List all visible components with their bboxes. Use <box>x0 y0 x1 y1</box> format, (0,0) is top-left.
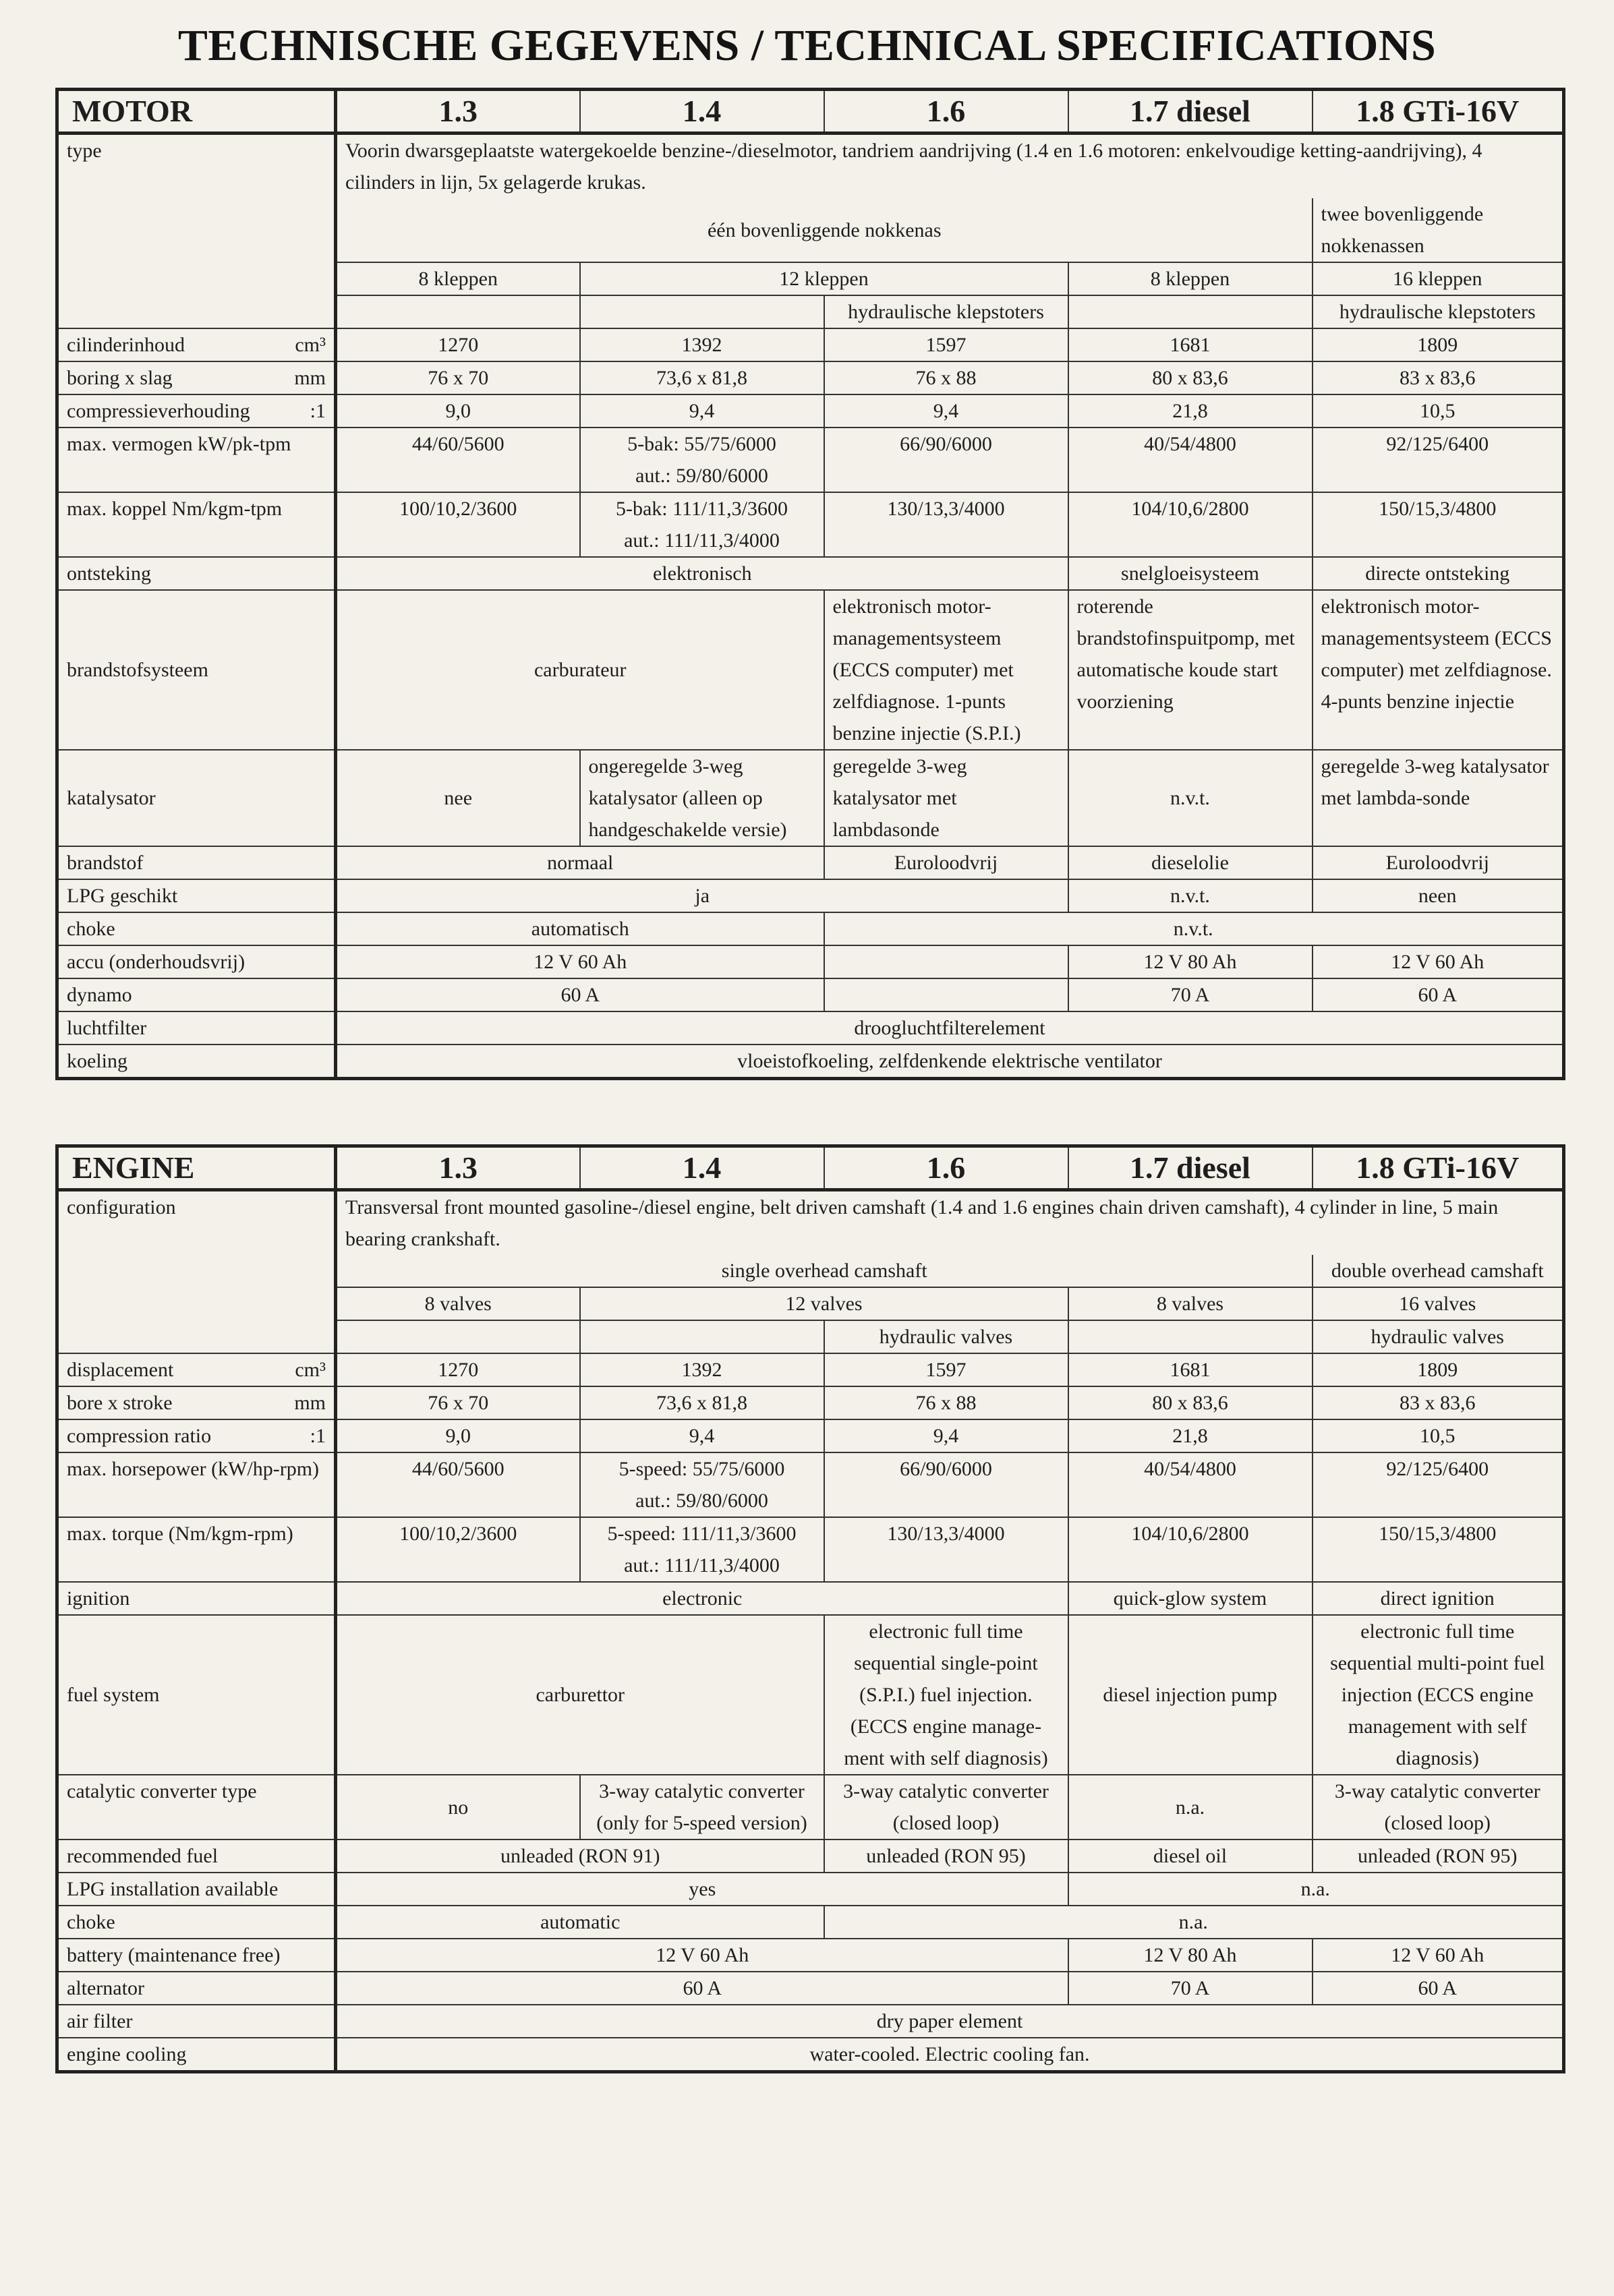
value-cell: neen <box>1313 879 1564 912</box>
table-row <box>57 1615 1564 1775</box>
value-cell: ja <box>336 879 1068 912</box>
value-cell: 1809 <box>1313 1353 1564 1386</box>
value-cell: elektronisch motor-managementsysteem (ECCS computer) met zelfdiagnose. 4-punts benzine injectie <box>1313 590 1564 750</box>
value-cell: n.a. <box>1068 1873 1564 1906</box>
value-cell: 60 A <box>336 1972 1068 2005</box>
value-line: aut.: 111/11,3/4000 <box>624 1554 780 1577</box>
value-cell: 1597 <box>824 328 1068 361</box>
value-cell: 12 V 60 Ah <box>336 1939 1068 1972</box>
value-cell: vloeistofkoeling, zelfdenkende elektrische ventilator <box>336 1044 1564 1079</box>
row-label: compression ratio <box>67 1425 212 1447</box>
row-label: LPG installation available <box>57 1873 336 1906</box>
value-line: 5-speed: 111/11,3/3600 <box>607 1523 797 1545</box>
value-cell: 60 A <box>336 978 824 1011</box>
value-cell: 76 x 70 <box>336 1386 580 1419</box>
table-row <box>57 1419 1564 1452</box>
camshaft-cell: één bovenliggende nokkenas <box>336 198 1313 262</box>
hydraulic-cell: hydraulische klepstoters <box>824 295 1068 328</box>
value-cell: 3-way catalytic converter (only for 5-speed version) <box>580 1775 824 1839</box>
unit-label: cm³ <box>295 334 326 356</box>
row-label: ignition <box>57 1582 336 1615</box>
row-label: max. vermogen kW/pk-tpm <box>57 428 336 492</box>
value-cell: 60 A <box>1313 978 1564 1011</box>
value-cell: 40/54/4800 <box>1068 1452 1313 1517</box>
value-cell: water-cooled. Electric cooling fan. <box>336 2038 1564 2072</box>
value-cell: 1270 <box>336 1353 580 1386</box>
value-cell: geregelde 3-weg katalysator met lambdasonde <box>824 750 1068 846</box>
row-label: fuel system <box>57 1615 336 1775</box>
value-cell: Euroloodvrij <box>1313 846 1564 879</box>
table-row <box>57 846 1564 879</box>
row-label: catalytic converter type <box>57 1775 336 1839</box>
value-cell: 73,6 x 81,8 <box>580 1386 824 1419</box>
row-label: type <box>57 134 336 329</box>
row-label: max. koppel Nm/kgm-tpm <box>57 492 336 557</box>
table-row <box>57 1972 1564 2005</box>
row-label: ontsteking <box>57 557 336 590</box>
row-label: choke <box>57 912 336 945</box>
value-cell: unleaded (RON 95) <box>1313 1839 1564 1873</box>
table-row <box>57 1011 1564 1044</box>
value-cell: n.v.t. <box>824 912 1564 945</box>
value-cell: geregelde 3-weg katalysator met lambda-sonde <box>1313 750 1564 846</box>
camshaft-cell: single overhead camshaft <box>336 1255 1313 1287</box>
valves-cell: 12 kleppen <box>580 262 1068 295</box>
value-cell: normaal <box>336 846 824 879</box>
value-cell: 9,0 <box>336 1419 580 1452</box>
value-line: 5-bak: 55/75/6000 <box>627 433 776 455</box>
value-cell: 100/10,2/3600 <box>336 1517 580 1582</box>
row-label: max. horsepower (kW/hp-rpm) <box>57 1452 336 1517</box>
column-header: 1.6 <box>824 1146 1068 1190</box>
valves-cell: 16 valves <box>1313 1287 1564 1320</box>
table-row <box>57 978 1564 1011</box>
value-cell: unleaded (RON 95) <box>824 1839 1068 1873</box>
row-label: recommended fuel <box>57 1839 336 1873</box>
table-row <box>57 492 1564 557</box>
column-header: 1.3 <box>336 1146 580 1190</box>
motor-spec-table <box>55 88 1565 1080</box>
value-cell: 104/10,6/2800 <box>1068 1517 1313 1582</box>
value-cell: 83 x 83,6 <box>1313 361 1564 394</box>
value-cell: 80 x 83,6 <box>1068 361 1313 394</box>
table-row <box>57 1353 1564 1386</box>
value-cell: 1809 <box>1313 328 1564 361</box>
engine-spec-table <box>55 1144 1565 2073</box>
valves-cell: 8 kleppen <box>1068 262 1313 295</box>
table-row <box>57 912 1564 945</box>
column-header: 1.7 diesel <box>1068 90 1313 134</box>
row-label: configuration <box>57 1190 336 1354</box>
value-cell: quick-glow system <box>1068 1582 1313 1615</box>
table-row <box>57 557 1564 590</box>
value-cell: 1392 <box>580 1353 824 1386</box>
value-cell: 21,8 <box>1068 1419 1313 1452</box>
row-label: dynamo <box>57 978 336 1011</box>
table-row <box>57 879 1564 912</box>
column-header: 1.3 <box>336 90 580 134</box>
value-line: 5-bak: 111/11,3/3600 <box>616 498 788 520</box>
column-header: 1.4 <box>580 90 824 134</box>
row-label: brandstof <box>57 846 336 879</box>
value-cell: 9,4 <box>580 1419 824 1452</box>
column-header: 1.8 GTi-16V <box>1313 90 1564 134</box>
row-label: boring x slag <box>67 367 173 389</box>
value-cell: 66/90/6000 <box>824 428 1068 492</box>
value-cell: 12 V 80 Ah <box>1068 945 1313 978</box>
value-cell: droogluchtfilterelement <box>336 1011 1564 1044</box>
column-header: 1.4 <box>580 1146 824 1190</box>
row-label: bore x stroke <box>67 1392 173 1414</box>
value-cell: elektronisch motor-managementsysteem (ECCS computer) met zelfdiagnose. 1-punts benzine injectie (S.P.I.) <box>824 590 1068 750</box>
camshaft-cell: twee bovenliggende nokkenassen <box>1313 198 1564 262</box>
value-line: 5-speed: 55/75/6000 <box>618 1458 785 1480</box>
value-cell: 12 V 60 Ah <box>1313 1939 1564 1972</box>
value-cell: 21,8 <box>1068 394 1313 428</box>
value-cell: 12 V 80 Ah <box>1068 1939 1313 1972</box>
value-cell: 1270 <box>336 328 580 361</box>
value-cell: 10,5 <box>1313 394 1564 428</box>
hydraulic-cell: hydraulische klepstoters <box>1313 295 1564 328</box>
value-cell: 66/90/6000 <box>824 1452 1068 1517</box>
value-cell: 44/60/5600 <box>336 428 580 492</box>
value-cell: diesel oil <box>1068 1839 1313 1873</box>
value-cell: n.v.t. <box>1068 750 1313 846</box>
table-header-row <box>57 1146 1564 1190</box>
row-label: katalysator <box>57 750 336 846</box>
value-cell: 76 x 88 <box>824 1386 1068 1419</box>
table-row <box>57 1873 1564 1906</box>
table-row <box>57 1939 1564 1972</box>
table-header-row <box>57 90 1564 134</box>
value-cell: directe ontsteking <box>1313 557 1564 590</box>
value-cell: elektronisch <box>336 557 1068 590</box>
value-cell: 92/125/6400 <box>1313 1452 1564 1517</box>
hydraulic-cell: hydraulic valves <box>824 1320 1068 1353</box>
table-row <box>57 2005 1564 2038</box>
table-row <box>57 2038 1564 2072</box>
row-label: alternator <box>57 1972 336 2005</box>
row-label: engine cooling <box>57 2038 336 2072</box>
value-cell: carburateur <box>336 590 824 750</box>
value-cell: 3-way catalytic converter (closed loop) <box>824 1775 1068 1839</box>
row-label: max. torque (Nm/kgm-rpm) <box>57 1517 336 1582</box>
value-cell: Euroloodvrij <box>824 846 1068 879</box>
row-label: cilinderinhoud <box>67 334 185 356</box>
value-cell: 150/15,3/4800 <box>1313 492 1564 557</box>
value-cell: 104/10,6/2800 <box>1068 492 1313 557</box>
value-cell: 92/125/6400 <box>1313 428 1564 492</box>
valves-cell: 8 kleppen <box>336 262 580 295</box>
value-cell: n.v.t. <box>1068 879 1313 912</box>
value-cell: roterende brandstofinspuitpomp, met automatische koude start voorziening <box>1068 590 1313 750</box>
value-cell: dieselolie <box>1068 846 1313 879</box>
value-cell: 73,6 x 81,8 <box>580 361 824 394</box>
value-cell: n.a. <box>1068 1775 1313 1839</box>
table-row <box>57 1582 1564 1615</box>
value-cell: 1597 <box>824 1353 1068 1386</box>
row-label: LPG geschikt <box>57 879 336 912</box>
value-cell: 130/13,3/4000 <box>824 492 1068 557</box>
table-row <box>57 1044 1564 1079</box>
value-cell: 1681 <box>1068 1353 1313 1386</box>
value-cell: no <box>336 1775 580 1839</box>
table-row <box>57 945 1564 978</box>
row-label: battery (maintenance free) <box>57 1939 336 1972</box>
table-row <box>57 1517 1564 1582</box>
valves-cell: 16 kleppen <box>1313 262 1564 295</box>
value-cell: 12 V 60 Ah <box>1313 945 1564 978</box>
row-label: displacement <box>67 1359 174 1381</box>
value-cell: 100/10,2/3600 <box>336 492 580 557</box>
unit-label: :1 <box>310 400 326 422</box>
column-header: 1.7 diesel <box>1068 1146 1313 1190</box>
value-cell: 80 x 83,6 <box>1068 1386 1313 1419</box>
value-cell: 9,4 <box>580 394 824 428</box>
value-cell: 130/13,3/4000 <box>824 1517 1068 1582</box>
unit-label: cm³ <box>295 1359 326 1381</box>
value-cell: 9,0 <box>336 394 580 428</box>
value-cell: 60 A <box>1313 1972 1564 2005</box>
value-cell: 40/54/4800 <box>1068 428 1313 492</box>
table-row <box>57 1386 1564 1419</box>
unit-label: mm <box>294 367 326 389</box>
table-row <box>57 394 1564 428</box>
table-row <box>57 1906 1564 1939</box>
table-row <box>57 590 1564 750</box>
value-cell: 83 x 83,6 <box>1313 1386 1564 1419</box>
row-label: brandstofsysteem <box>57 590 336 750</box>
value-cell: 3-way catalytic converter (closed loop) <box>1313 1775 1564 1839</box>
camshaft-cell: double overhead camshaft <box>1313 1255 1564 1287</box>
value-cell: carburettor <box>336 1615 824 1775</box>
value-cell: yes <box>336 1873 1068 1906</box>
value-line: aut.: 59/80/6000 <box>635 1490 768 1512</box>
value-cell: 9,4 <box>824 394 1068 428</box>
row-label: choke <box>57 1906 336 1939</box>
table-row <box>57 328 1564 361</box>
value-cell: diesel injection pump <box>1068 1615 1313 1775</box>
valves-cell: 12 valves <box>580 1287 1068 1320</box>
row-label: accu (onderhoudsvrij) <box>57 945 336 978</box>
value-cell: automatic <box>336 1906 824 1939</box>
value-cell: 9,4 <box>824 1419 1068 1452</box>
value-line: aut.: 111/11,3/4000 <box>624 529 780 552</box>
value-cell: 70 A <box>1068 1972 1313 2005</box>
type-description: Transversal front mounted gasoline-/diesel engine, belt driven camshaft (1.4 and 1.6 engines chain driven camshaft), 4 cylinder in line, 5 main bearing crankshaft. <box>336 1190 1564 1256</box>
row-label: luchtfilter <box>57 1011 336 1044</box>
row-label: compressieverhouding <box>67 400 250 422</box>
value-cell: unleaded (RON 91) <box>336 1839 824 1873</box>
value-cell: ongeregelde 3-weg katalysator (alleen op handgeschakelde versie) <box>580 750 824 846</box>
table-row <box>57 428 1564 492</box>
section-heading: MOTOR <box>57 90 336 134</box>
value-cell: automatisch <box>336 912 824 945</box>
section-heading: ENGINE <box>57 1146 336 1190</box>
column-header: 1.8 GTi-16V <box>1313 1146 1564 1190</box>
value-cell: 10,5 <box>1313 1419 1564 1452</box>
value-cell: dry paper element <box>336 2005 1564 2038</box>
value-cell: electronic <box>336 1582 1068 1615</box>
unit-label: mm <box>294 1392 326 1414</box>
value-cell: snelgloeisysteem <box>1068 557 1313 590</box>
table-row <box>57 1452 1564 1517</box>
value-cell: n.a. <box>824 1906 1564 1939</box>
value-cell: 76 x 70 <box>336 361 580 394</box>
valves-cell: 8 valves <box>336 1287 580 1320</box>
value-cell: 76 x 88 <box>824 361 1068 394</box>
value-cell: 1681 <box>1068 328 1313 361</box>
table-row <box>57 361 1564 394</box>
value-cell: direct ignition <box>1313 1582 1564 1615</box>
value-cell: 70 A <box>1068 978 1313 1011</box>
row-label: koeling <box>57 1044 336 1079</box>
hydraulic-cell: hydraulic valves <box>1313 1320 1564 1353</box>
table-row <box>57 1775 1564 1839</box>
column-header: 1.6 <box>824 90 1068 134</box>
type-description: Voorin dwarsgeplaatste watergekoelde benzine-/dieselmotor, tandriem aandrijving (1.4 en 1.6 motoren: enkelvoudige ketting-aandrijving), 4 cilinders in lijn, 5x gelagerde krukas. <box>336 134 1564 199</box>
value-cell: 150/15,3/4800 <box>1313 1517 1564 1582</box>
value-cell: 12 V 60 Ah <box>336 945 824 978</box>
value-cell: 44/60/5600 <box>336 1452 580 1517</box>
table-row <box>57 134 1564 199</box>
value-line: aut.: 59/80/6000 <box>635 465 768 487</box>
row-label: air filter <box>57 2005 336 2038</box>
table-row <box>57 1839 1564 1873</box>
value-cell: nee <box>336 750 580 846</box>
table-row <box>57 750 1564 846</box>
value-cell: 1392 <box>580 328 824 361</box>
value-cell: electronic full time sequential single-point (S.P.I.) fuel injection. (ECCS engine manage-ment with self diagnosis) <box>824 1615 1068 1775</box>
table-row <box>57 1190 1564 1256</box>
unit-label: :1 <box>310 1425 326 1447</box>
valves-cell: 8 valves <box>1068 1287 1313 1320</box>
value-cell: electronic full time sequential multi-point fuel injection (ECCS engine management with self diagnosis) <box>1313 1615 1564 1775</box>
page-title: TECHNISCHE GEGEVENS / TECHNICAL SPECIFICATIONS <box>177 21 1437 70</box>
